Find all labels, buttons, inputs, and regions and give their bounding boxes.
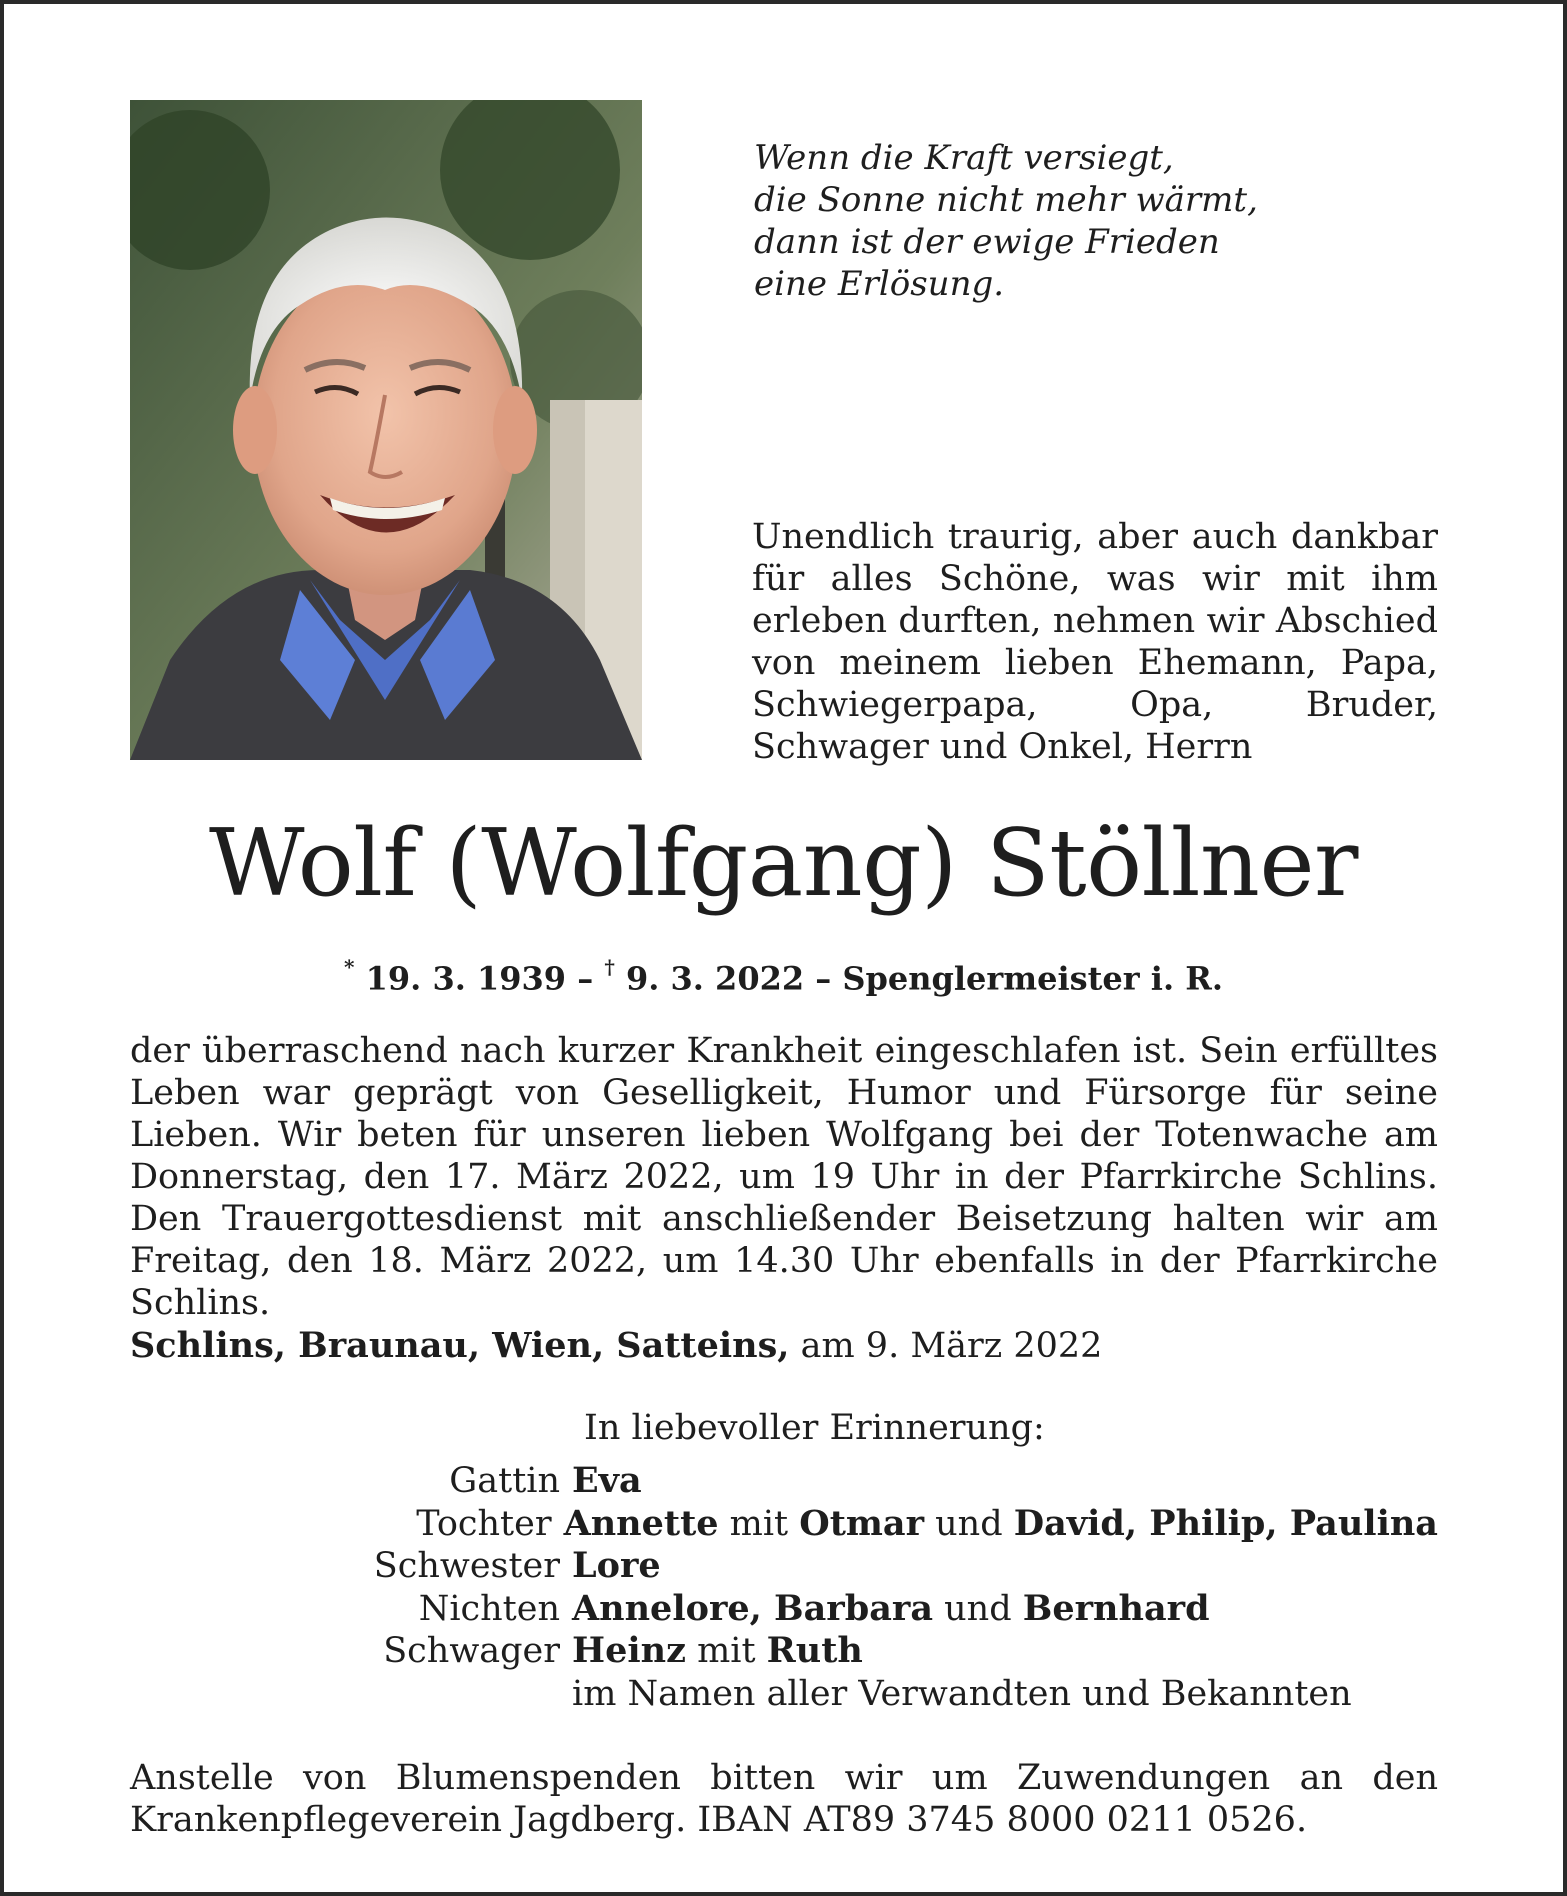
birth-symbol: *	[344, 955, 355, 979]
place-date-line	[130, 1325, 1438, 1367]
poem-line: die Sonne nicht mehr wärmt,	[754, 180, 1258, 220]
birth-date: 19. 3. 1939	[365, 959, 567, 998]
dates-separator: –	[566, 959, 605, 998]
family-role: Nichten	[418, 1588, 560, 1629]
family-row	[130, 1588, 1438, 1631]
intro-paragraph: Unendlich traurig, aber auch dankbar für alles Schöne, was wir mit ihm erleben durften, nehmen wir Abschied von meinem lieben Ehemann, Papa, Schwiegerpapa, Opa, Bruder, Schwager und Onkel, Herrn	[752, 517, 1438, 767]
family-member-name: Eva	[572, 1460, 642, 1501]
family-member-name: Ruth	[766, 1630, 863, 1671]
family-member-name: Otmar	[799, 1502, 925, 1544]
family-connector: und	[924, 1503, 1014, 1544]
family-member-name: Lore	[572, 1545, 661, 1586]
life-dates	[0, 950, 1567, 1000]
family-role: Schwager	[383, 1631, 560, 1671]
family-role: Tochter	[416, 1503, 552, 1544]
family-row	[130, 1630, 1438, 1673]
family-member-name: Annette	[563, 1502, 719, 1544]
places: Schlins, Braunau, Wien, Satteins,	[130, 1325, 790, 1366]
profession: Spenglermeister i. R.	[842, 959, 1223, 998]
family-row	[130, 1460, 1438, 1503]
family-role: Gattin	[449, 1461, 560, 1501]
family-connector: mit	[718, 1503, 800, 1544]
death-symbol: †	[604, 955, 615, 979]
family-names	[572, 1588, 1438, 1631]
family-member-name: Bernhard	[1022, 1587, 1210, 1629]
poem	[754, 137, 1474, 305]
family-row	[130, 1545, 1438, 1588]
family-names	[572, 1460, 1438, 1503]
body-paragraph: der überraschend nach kurzer Krankheit eingeschlafen ist. Sein erfülltes Leben war geprägt von Geselligkeit, Humor und Fürsorge für seine Lieben. Wir beten für unseren lieben Wolfgang bei der Totenwache am Donnerstag, den 17. März 2022, um 19 Uhr in der Pfarrkirche Schlins. Den Trauergottesdienst mit anschließender Beisetzung halten wir am Freitag, den 18. März 2022, um 14.30 Uhr ebenfalls in der Pfarrkirche Schlins.	[130, 1031, 1438, 1323]
family-row	[130, 1503, 1438, 1546]
portrait-illustration	[130, 100, 642, 760]
remembrance-heading: In liebevoller Erinnerung:	[584, 1408, 1045, 1448]
deceased-name: Wolf (Wolfgang) Stöllner	[209, 809, 1358, 917]
family-connector: im Namen aller Verwandten und Bekannten	[572, 1673, 1352, 1714]
family-member-name: Heinz	[572, 1630, 686, 1671]
family-role	[130, 1673, 572, 1716]
poem-line: eine Erlösung.	[754, 264, 1005, 304]
family-names	[572, 1673, 1438, 1716]
portrait-photo	[130, 100, 642, 760]
family-names	[572, 1545, 1438, 1588]
family-member-name: David, Philip, Paulina	[1013, 1502, 1438, 1544]
poem-line: Wenn die Kraft versiegt,	[754, 138, 1174, 178]
family-names	[564, 1503, 1438, 1546]
death-date: 9. 3. 2022	[625, 959, 805, 998]
family-member-name: Annelore, Barbara	[572, 1587, 934, 1629]
notice-date: am 9. März 2022	[789, 1326, 1103, 1366]
family-connector: mit	[685, 1631, 767, 1671]
family-connector: und	[933, 1588, 1023, 1629]
poem-line: dann ist der ewige Frieden	[754, 222, 1220, 262]
dates-separator: –	[804, 959, 843, 998]
family-list	[130, 1460, 1438, 1715]
family-role: Schwester	[373, 1546, 560, 1586]
family-names	[572, 1630, 1438, 1673]
donation-note: Anstelle von Blumenspenden bitten wir um Zuwendungen an den Krankenpflegeverein Jagdberg. IBAN AT89 3745 8000 0211 0526.	[130, 1758, 1438, 1840]
family-row	[130, 1673, 1438, 1716]
